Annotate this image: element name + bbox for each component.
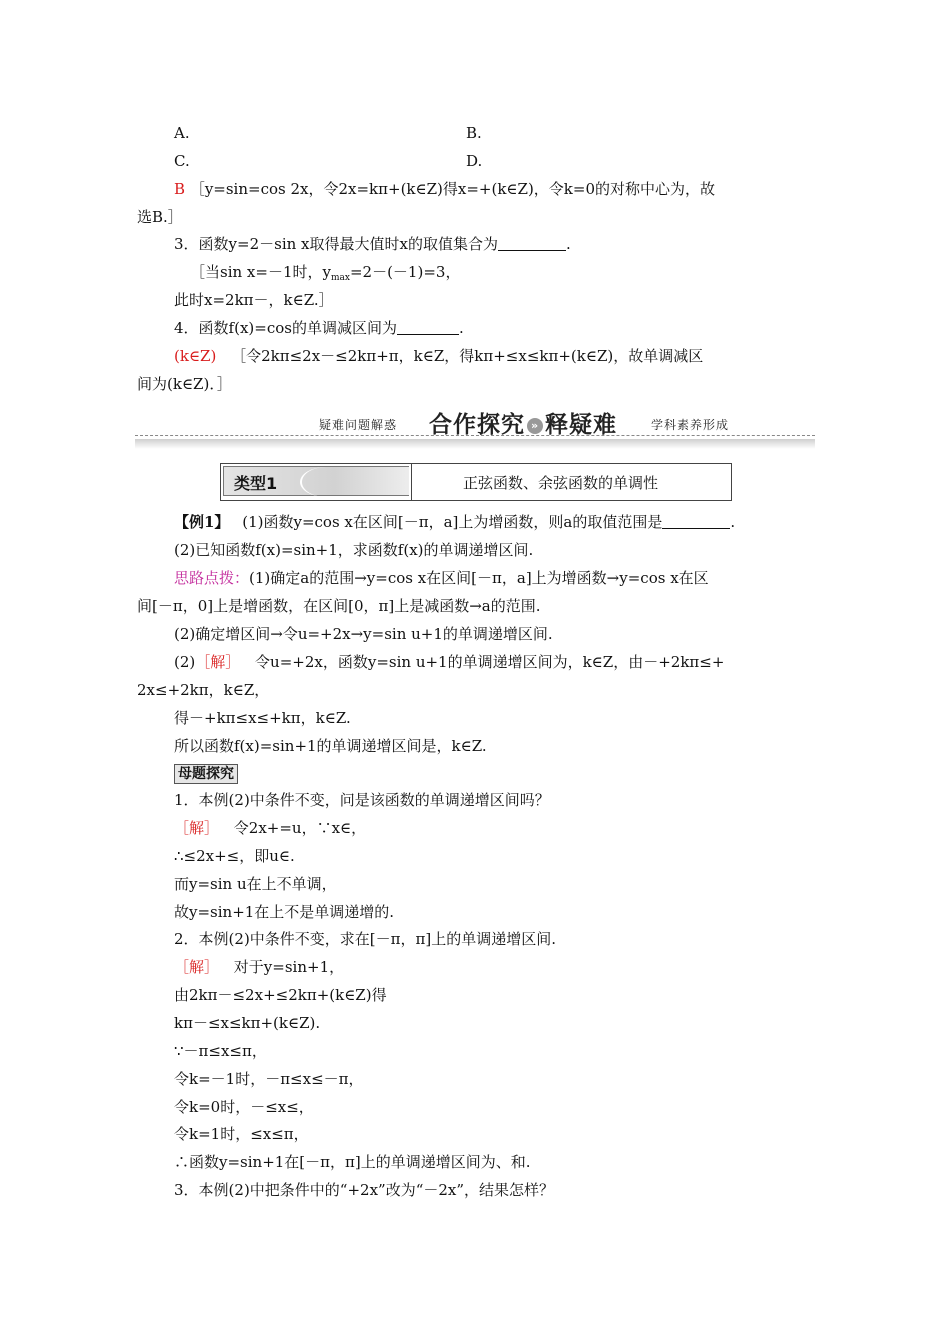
type-heading-box	[220, 463, 732, 501]
type-tab	[223, 466, 409, 496]
type-divider	[411, 464, 412, 500]
q3-solution-line1	[190, 262, 460, 288]
q3-solution-line2: 此时x=2kπ－，k∈Z.］	[174, 291, 334, 309]
solution-line4: 所以函数f(x)=sin+1的单调递增区间是，k∈Z.	[174, 737, 487, 755]
explore-q2-sol7: 令k=1时，≤x≤π，	[174, 1125, 309, 1143]
q4-solution-line2: 间为(k∈Z)．］	[137, 375, 232, 393]
explore-heading	[174, 763, 238, 784]
q4-solution-text: ［令2kπ≤2x－≤2kπ+π，k∈Z，得kπ+≤x≤kπ+(k∈Z)，故单调减区	[231, 347, 704, 365]
q2-answer-line2: 选B.］	[137, 208, 183, 226]
banner-divider	[135, 435, 815, 436]
q4-question-end: .	[458, 319, 464, 337]
option-c: C.	[174, 152, 190, 170]
q3-question-end: .	[565, 235, 571, 253]
q2-solution-text: ［y=sin=cos 2x，令2x=kπ+(k∈Z)得x=+(k∈Z)，令k=0的对称中心为，故	[189, 180, 716, 198]
example-part1: (1)函数y=cos x在区间[－π，a]上为增函数，则a的取值范围是	[242, 513, 663, 531]
example-part1-end: .	[730, 513, 736, 531]
hint-text1: (1)确定a的范围→y=cos x在区间[－π，a]上为增函数→y=cos x在区	[249, 569, 709, 587]
q4-question-text: 4．函数f(x)=cos的单调减区间为	[174, 319, 397, 337]
section-banner	[135, 406, 815, 450]
answer-blank	[662, 514, 730, 529]
explore-q2: 2．本例(2)中条件不变，求在[－π，π]上的单调递增区间.	[174, 930, 556, 948]
tab-decoration	[300, 467, 352, 497]
arrow-icon: »	[527, 418, 543, 434]
explore-q2-sol2: 由2kπ－≤2x+≤2kπ+(k∈Z)得	[174, 986, 387, 1004]
q4-answer: (k∈Z)	[174, 347, 217, 365]
explore-q2-sol5: 令k=－1时，－π≤x≤－π，	[174, 1070, 364, 1088]
banner-right-text: 学科素养形成	[651, 418, 730, 432]
explore-q2-sol1	[174, 957, 344, 977]
type-title: 正弦函数、余弦函数的单调性	[463, 474, 659, 492]
explore-q2-tag: ［解］	[174, 958, 220, 976]
example-line1	[174, 512, 735, 532]
explore-q2-sol8: ∴函数y=sin+1在[－π，π]上的单调递增区间为、和.	[174, 1153, 531, 1171]
answer-blank	[397, 320, 459, 335]
banner-title-b: 释疑难	[545, 412, 617, 438]
hint-line3: (2)确定增区间→令u=+2x→y=sin u+1的单调递增区间.	[174, 625, 553, 643]
explore-q1-sol4: 故y=sin+1在上不是单调递增的.	[174, 903, 395, 921]
solution-line2: 2x≤+2kπ，k∈Z，	[137, 681, 270, 699]
example-tag: 【例1】	[174, 513, 230, 531]
explore-q2-text1: 对于y=sin+1，	[233, 958, 345, 976]
banner-title-a: 合作探究	[429, 412, 525, 438]
solution-prefix: (2)	[174, 653, 196, 671]
explore-q1-text1: 令2x+=u，∵x∈，	[233, 819, 367, 837]
solution-line3: 得－+kπ≤x≤+kπ，k∈Z.	[174, 709, 351, 727]
explore-q2-sol6: 令k=0时，－≤x≤，	[174, 1098, 314, 1116]
type-label: 类型1	[234, 474, 278, 493]
explore-q2-sol3: kπ－≤x≤kπ+(k∈Z).	[174, 1014, 321, 1032]
solution-text1: 令u=+2x，函数y=sin u+1的单调递增区间为，k∈Z，由－+2kπ≤+	[255, 653, 725, 671]
q3-sol-b: =2－(－1)=3，	[349, 263, 461, 281]
solution-line1	[174, 652, 724, 672]
option-a: A.	[174, 124, 190, 142]
explore-q3: 3．本例(2)中把条件中的“+2x”改为“－2x”，结果怎样？	[174, 1181, 555, 1199]
hint-line2: 间[－π，0]上是增函数，在区间[0，π]上是减函数→a的范围.	[137, 597, 541, 615]
q4-solution-line1	[174, 346, 703, 366]
banner-left-text: 疑难问题解惑	[319, 418, 398, 432]
q4-question	[174, 318, 464, 338]
explore-q1-tag: ［解］	[174, 819, 220, 837]
option-b: B.	[466, 124, 482, 142]
example-part2: (2)已知函数f(x)=sin+1，求函数f(x)的单调递增区间.	[174, 541, 534, 559]
banner-shadow	[135, 439, 815, 449]
option-d: D.	[466, 152, 483, 170]
explore-q1-sol1	[174, 818, 366, 838]
solution-tag: ［解］	[195, 653, 241, 671]
q3-sol-sub: max	[330, 273, 350, 283]
explore-q1: 1．本例(2)中条件不变，问是该函数的单调递增区间吗？	[174, 791, 550, 809]
explore-q2-sol4: ∵－π≤x≤π，	[174, 1042, 267, 1060]
q3-question-text: 3．函数y=2－sin x取得最大值时x的取值集合为	[174, 235, 498, 253]
explore-q1-sol2: ∴≤2x+≤，即u∈.	[174, 847, 295, 865]
q3-sol-a: ［当sin x=－1时，y	[190, 263, 331, 281]
answer-letter: B	[174, 180, 186, 198]
explore-q1-sol3: 而y=sin u在上不单调，	[174, 875, 337, 893]
answer-blank	[498, 236, 566, 251]
explore-tag: 母题探究	[174, 764, 238, 784]
q3-question	[174, 234, 571, 254]
hint-label: 思路点拨：	[174, 569, 250, 587]
q2-answer-line1	[174, 179, 715, 199]
hint-line1	[174, 568, 709, 588]
